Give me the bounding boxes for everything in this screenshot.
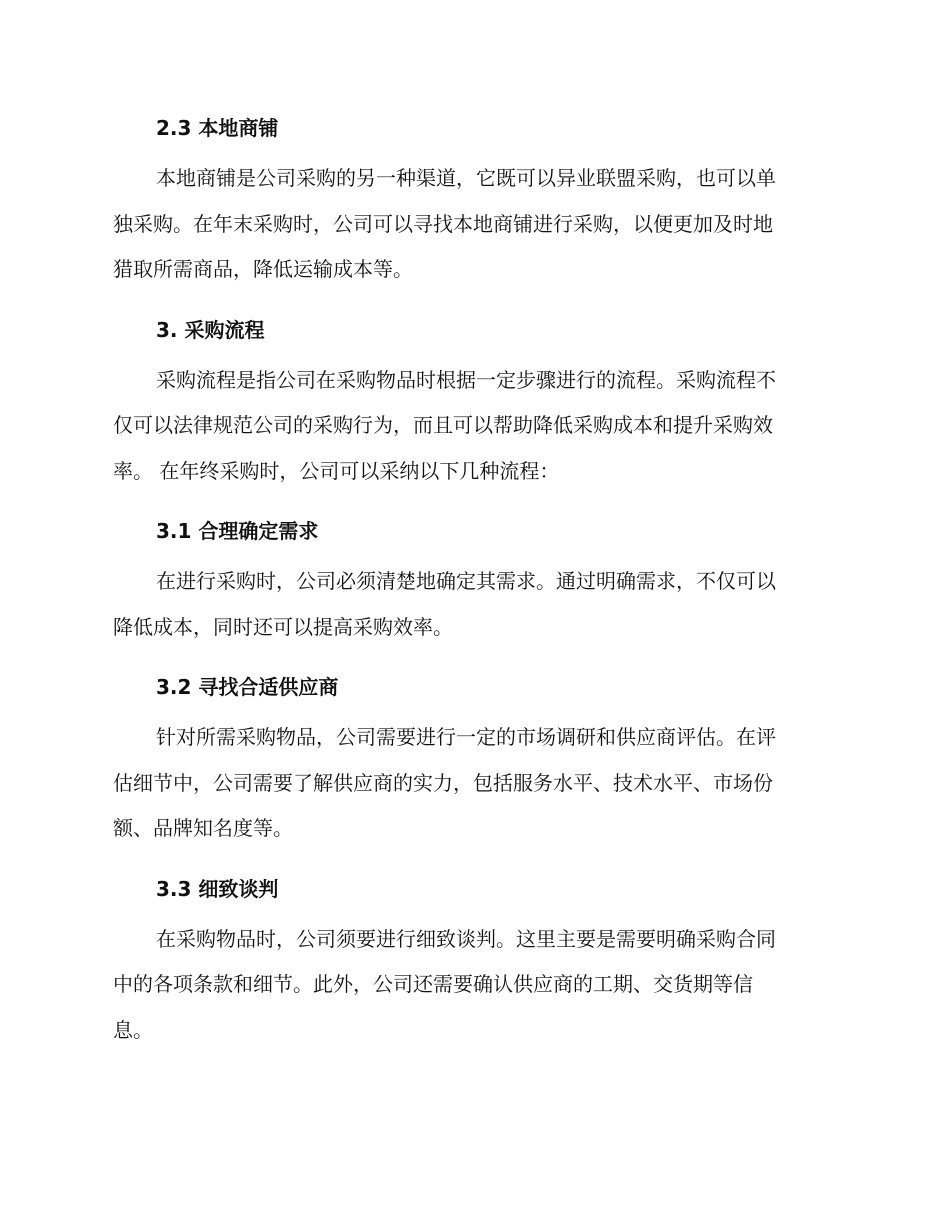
section-paragraph-3-3 bbox=[113, 917, 833, 1054]
paragraph-line: 额、品牌知名度等。 bbox=[113, 816, 293, 840]
section-paragraph-2-3 bbox=[113, 156, 833, 293]
paragraph-line: 降低成本，同时还可以提高采购效率。 bbox=[113, 614, 453, 639]
section-heading-3-3: 3.3 细致谈判 bbox=[156, 876, 279, 901]
paragraph-line: 独采购。在年末采购时，公司可以寻找本地商铺进行采购，以便更加及时地 bbox=[113, 211, 773, 236]
section-paragraph-3-1 bbox=[113, 559, 833, 650]
paragraph-line: 采购流程是指公司在采购物品时根据一定步骤进行的流程。采购流程不 bbox=[156, 367, 776, 392]
paragraph-line: 息。 bbox=[113, 1017, 153, 1042]
paragraph-line: 在进行采购时，公司必须清楚地确定其需求。通过明确需求，不仅可以 bbox=[156, 569, 776, 593]
paragraph-line: 针对所需采购物品，公司需要进行一定的市场调研和供应商评估。在评 bbox=[156, 725, 776, 749]
section-heading-3: 3. 采购流程 bbox=[156, 317, 265, 342]
paragraph-line: 在采购物品时，公司须要进行细致谈判。这里主要是需要明确采购合同 bbox=[156, 926, 776, 951]
section-paragraph-3 bbox=[113, 358, 833, 495]
paragraph-line: 率。 在年终采购时，公司可以采纳以下几种流程： bbox=[113, 458, 560, 483]
section-heading-3-2: 3.2 寻找合适供应商 bbox=[156, 675, 339, 699]
paragraph-line: 中的各项条款和细节。此外，公司还需要确认供应商的工期、交货期等信 bbox=[113, 972, 753, 996]
paragraph-line: 本地商铺是公司采购的另一种渠道，它既可以异业联盟采购，也可以单 bbox=[156, 166, 776, 190]
document-body bbox=[113, 108, 833, 1053]
paragraph-line: 猎取所需商品，降低运输成本等。 bbox=[113, 257, 413, 281]
paragraph-line: 估细节中，公司需要了解供应商的实力，包括服务水平、技术水平、市场份 bbox=[113, 770, 773, 795]
paragraph-line: 仅可以法律规范公司的采购行为，而且可以帮助降低采购成本和提升采购效 bbox=[113, 413, 773, 437]
section-heading-3-1: 3.1 合理确定需求 bbox=[156, 519, 319, 543]
section-heading-2-3: 2.3 本地商铺 bbox=[156, 116, 279, 140]
section-paragraph-3-2 bbox=[113, 715, 833, 852]
